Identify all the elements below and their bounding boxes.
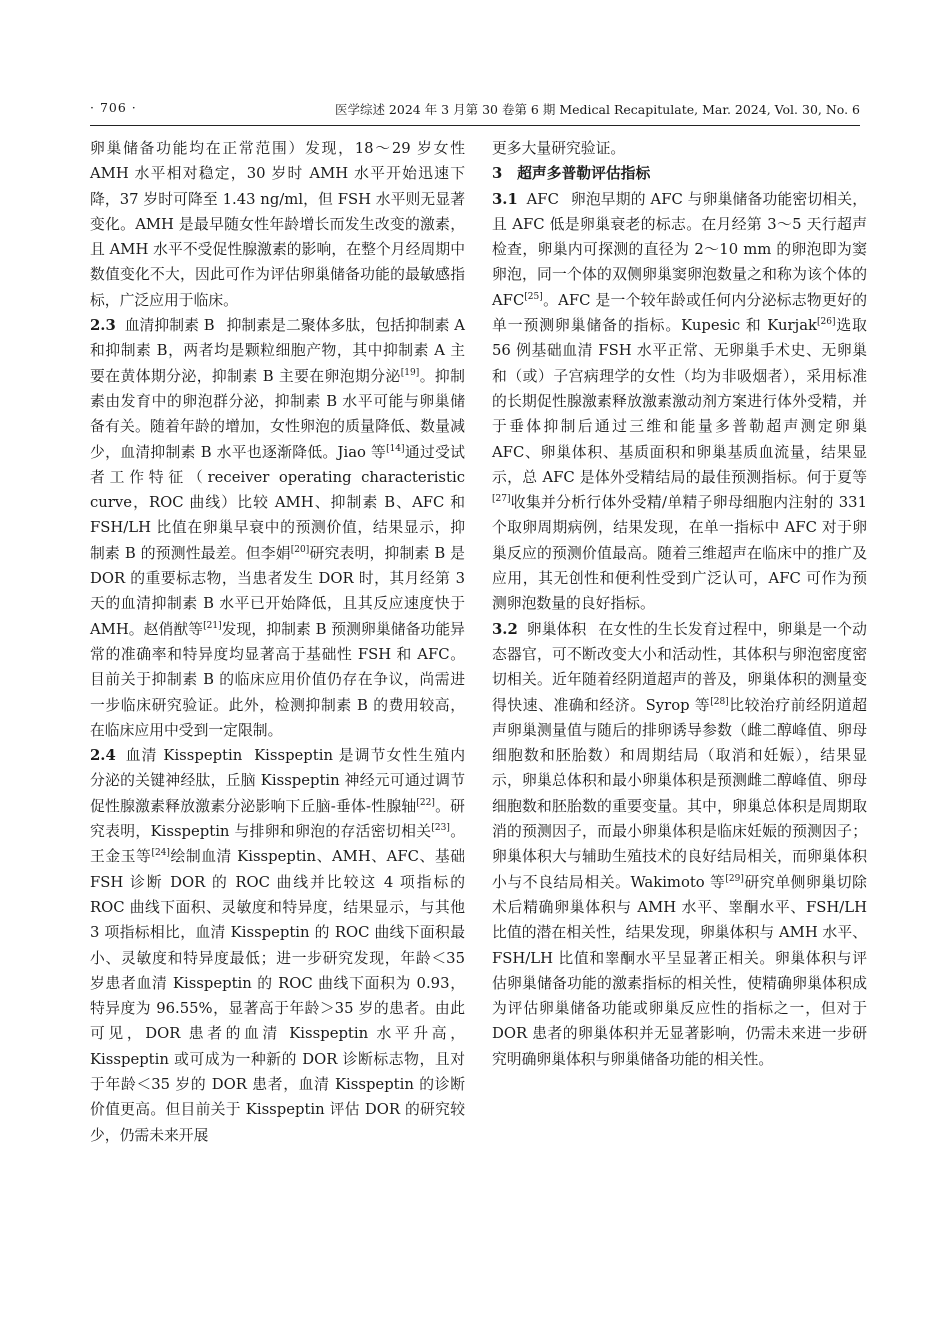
paragraph: 卵巢储备功能均在正常范围）发现，18～29 岁女性 AMH 水平相对稳定，30 岁时 AMH 水平开始迅速下降，37 岁时可降至 1.43 ng/ml，但 FSH 水平则无显著变化。AMH 是最早随女性年龄增长而发生改变的激素，且 AMH 水平不受促性腺激素的影响，在整个月经周期中数值变化不大，因此可作为评估卵巢储备功能的最敏感指标，广泛应用于临床。 [90, 140, 465, 309]
citation: [27] [492, 494, 511, 505]
citation: [24] [151, 848, 170, 859]
section-title: 超声多普勒评估指标 [517, 165, 651, 183]
citation: [28] [710, 696, 729, 707]
journal-info: 医学综述 2024 年 3 月第 30 卷第 6 期 Medical Recapitulate, Mar. 2024, Vol. 30, No. 6 [334, 102, 860, 117]
citation: [29] [725, 873, 744, 884]
citation: [26] [816, 317, 836, 328]
section-title: 血清抑制素 B [124, 317, 215, 335]
section-3-1: 3.1 AFC 卵泡早期的 AFC 与卵巢储备功能密切相关，且 AFC 低是卵巢衰老的标志。在月经第 3～5 天行超声检查，卵巢内可探测的直径为 2～10 mm 的卵泡即为窦卵泡，同一个体的双侧卵巢窦卵泡数量之和称为该个体的 AFC[25]。AFC 是一个较年龄或任何内分泌标志物更好的单一预测卵巢储备的指标。Kupesic 和 Kurjak[26]选取 56 例基础血清 FSH 水平正常、无卵巢手术史、无卵巢和（或）子宫病理学的女性（均为非吸烟者），采用标准的长期促性腺激素释放激素激动剂方案进行体外受精，并于垂体抑制后通过三维和能量多普勒超声测定卵巢 AFC、卵巢体积、基质面积和卵巢基质血流量，结果显示，总 AFC 是体外受精结局的最佳预测指标。何于夏等[27]收集并分析行体外受精/单精子卵母细胞内注射的 331 个取卵周期病例，结果发现，在单一指标中 AFC 对于卵巢反应的预测价值最高。随着三维超声在临床中的推广及应用，其无创性和便利性受到广泛认可，AFC 可作为预测卵泡数量的良好指标。 [492, 190, 867, 613]
section-2-3: 2.3 血清抑制素 B 抑制素是二聚体多肽，包括抑制素 A 和抑制素 B，两者均是颗粒细胞产物，其中抑制素 A 主要在黄体期分泌，抑制素 B 主要在卵泡期分泌[19]。抑制素由发育中的卵泡群分泌，抑制素 B 水平可能与卵巢储备有关。随着年龄的增加，女性卵泡的质量降低、数量减少，血清抑制素 B 水平也逐渐降低。Jiao 等[14]通过受试者工作特征（receiver operating characteristic curve，ROC 曲线）比较 AMH、抑制素 B、AFC 和 FSH/LH 比值在卵巢早衰中的预测价值，结果显示，抑制素 B 的预测性最差。但李娟[20]研究表明，抑制素 B 是 DOR 的重要标志物，当患者发生 DOR 时，其月经第 3 天的血清抑制素 B 水平已开始降低，且其反应速度快于 AMH。赵俏猷等[21]发现，抑制素 B 预测卵巢储备功能异常的准确率和特异度均显著高于基础性 FSH 和 AFC。目前关于抑制素 B 的临床应用价值仍存在争议，尚需进一步临床研究验证。此外，检测抑制素 B 的费用较高，在临床应用中受到一定限制。 [90, 317, 465, 739]
section-title: 血清 Kisspeptin [124, 747, 243, 765]
section-3-heading [492, 161, 867, 186]
citation: [22] [416, 797, 435, 808]
section-title: 卵巢体积 [526, 620, 587, 638]
citation: [19] [400, 367, 420, 378]
section-number: 3 [492, 165, 503, 183]
section-2-4: 2.4 血清 Kisspeptin Kisspeptin 是调节女性生殖内分泌的关键神经肽，丘脑 Kisspeptin 神经元可通过调节促性腺激素释放激素分泌影响下丘脑-垂体-性腺轴[22]。研究表明，Kisspeptin 与排卵和卵泡的存活密切相关[23]。王金玉等[24]绘制血清 Kisspeptin、AMH、AFC、基础 FSH 诊断 DOR 的 ROC 曲线并比较这 4 项指标的 ROC 曲线下面积、灵敏度和特异度，结果显示，与其他 3 项指标相比，血清 Kisspeptin 的 ROC 曲线下面积最小、灵敏度和特异度最低；进一步研究发现，年龄＜35 岁患者血清 Kisspeptin 的 ROC 曲线下面积为 0.93，特异度为 96.55%，显著高于年龄＞35 岁的患者。由此可见，DOR 患者的血清 Kisspeptin 水平升高，Kisspeptin 或可成为一种新的 DOR 诊断标志物，且对于年龄＜35 岁的 DOR 患者，血清 Kisspeptin 的诊断价值更高。但目前关于 Kisspeptin 评估 DOR 的研究较少，仍需未来开展 [90, 747, 465, 1144]
section-title: AFC [526, 190, 559, 208]
page-number: · 706 · [90, 100, 137, 115]
right-column [492, 136, 867, 1072]
citation: [14] [386, 443, 405, 454]
citation: [21] [203, 620, 222, 631]
paragraph: 更多大量研究验证。 [492, 140, 626, 157]
citation: [25] [524, 291, 543, 302]
section-number: 2.3 [90, 317, 116, 335]
citation: [23] [431, 823, 450, 834]
header-rule [90, 125, 860, 126]
section-number: 2.4 [90, 747, 116, 765]
section-number: 3.1 [492, 190, 518, 208]
section-number: 3.2 [492, 620, 518, 638]
section-3-2: 3.2 卵巢体积 在女性的生长发育过程中，卵巢是一个动态器官，可不断改变大小和活动性，其体积与卵泡密度密切相关。近年随着经阴道超声的普及，卵巢体积的测量变得快速、准确和经济。Syrop 等[28]比较治疗前经阴道超声卵巢测量值与随后的排卵诱导参数（雌二醇峰值、卵母细胞数和胚胎数）和周期结局（取消和妊娠），结果显示，卵巢总体积和最小卵巢体积是预测雌二醇峰值、卵母细胞数和胚胎数的重要变量。其中，卵巢总体积是周期取消的预测因子，而最小卵巢体积是临床妊娠的预测因子；卵巢体积大与辅助生殖技术的良好结局相关，而卵巢体积小与不良结局相关。Wakimoto 等[29]研究单侧卵巢切除术后精确卵巢体积与 AMH 水平、睾酮水平、FSH/LH 比值的潜在相关性，结果发现，卵巢体积与 AMH 水平、FSH/LH 比值和睾酮水平呈显著正相关。卵巢体积与评估卵巢储备功能的激素指标的相关性，使精确卵巢体积成为评估卵巢储备功能或卵巢反应性的指标之一，但对于 DOR 患者的卵巢体积并无显著影响，仍需未来进一步研究明确卵巢体积与卵巢储备功能的相关性。 [492, 620, 867, 1068]
page-header [90, 98, 860, 120]
citation: [20] [290, 544, 310, 555]
left-column [90, 136, 465, 1148]
